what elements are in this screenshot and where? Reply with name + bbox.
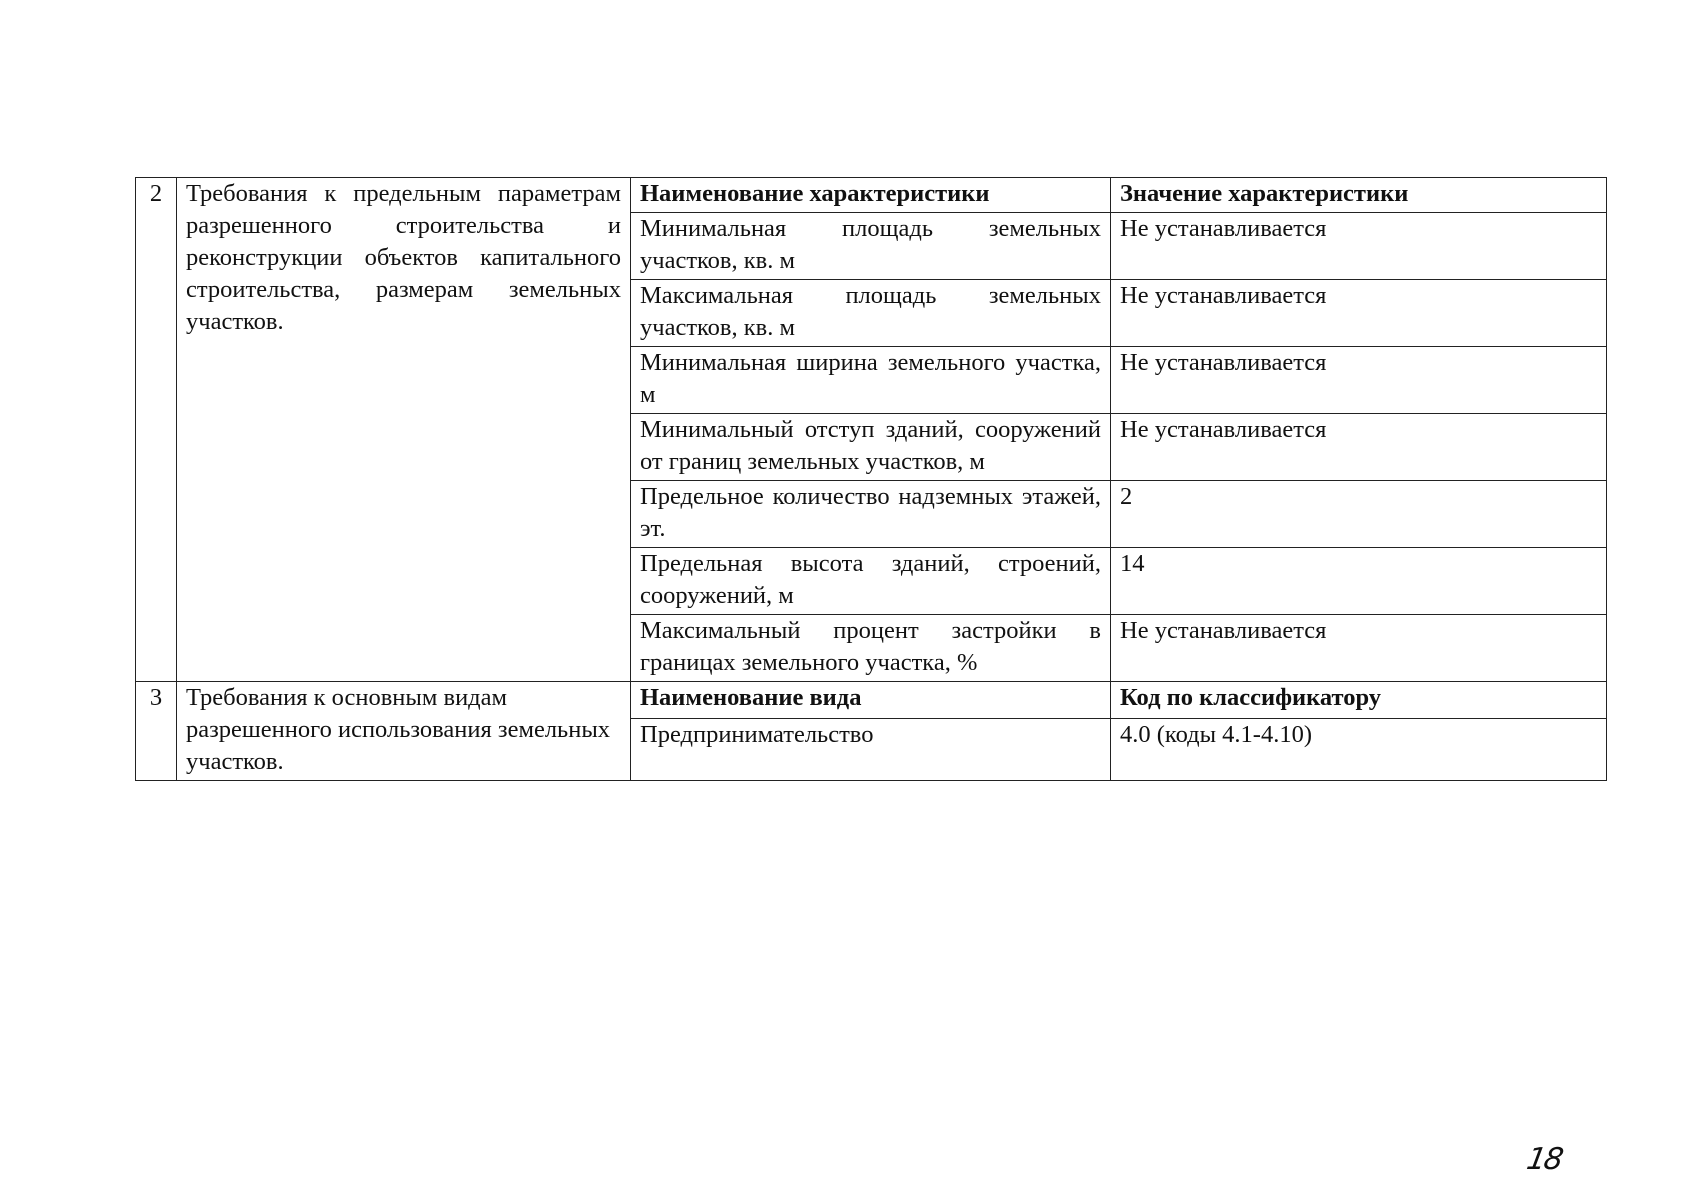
characteristic-value: Не устанавливается: [1111, 213, 1607, 280]
characteristic-name: Максимальная площадь земельных участков, кв. м: [631, 280, 1111, 347]
characteristic-name: Минимальная площадь земельных участков, кв. м: [631, 213, 1111, 280]
column-header-name: Наименование характеристики: [631, 178, 1111, 213]
characteristic-value: 14: [1111, 548, 1607, 615]
characteristic-name: Максимальный процент застройки в границах земельного участка, %: [631, 615, 1111, 682]
characteristic-value: Не устанавливается: [1111, 280, 1607, 347]
regulations-table: [135, 177, 1607, 781]
section-requirement: Требования к основным видам разрешенного использования земельных участков.: [177, 682, 631, 781]
page-number: 18: [1523, 1142, 1565, 1177]
characteristic-name: Минимальный отступ зданий, сооружений от границ земельных участков, м: [631, 414, 1111, 481]
characteristic-value: Не устанавливается: [1111, 414, 1607, 481]
use-type-name: Предпринимательство: [631, 719, 1111, 781]
column-header-name: Наименование вида: [631, 682, 1111, 719]
characteristic-value: Не устанавливается: [1111, 615, 1607, 682]
characteristic-name: Предельная высота зданий, строений, сооружений, м: [631, 548, 1111, 615]
section-number: 2: [136, 178, 177, 682]
use-type-code: 4.0 (коды 4.1-4.10): [1111, 719, 1607, 781]
characteristic-name: Минимальная ширина земельного участка, м: [631, 347, 1111, 414]
table-row: [136, 178, 1607, 213]
section-number: 3: [136, 682, 177, 781]
characteristic-value: Не устанавливается: [1111, 347, 1607, 414]
column-header-value: Значение характеристики: [1111, 178, 1607, 213]
table-row: [136, 682, 1607, 719]
characteristic-name: Предельное количество надземных этажей, эт.: [631, 481, 1111, 548]
characteristic-value: 2: [1111, 481, 1607, 548]
section-requirement: Требования к предельным параметрам разрешенного строительства и реконструкции объектов капитального строительства, размерам земельных участков.: [177, 178, 631, 682]
column-header-value: Код по классификатору: [1111, 682, 1607, 719]
